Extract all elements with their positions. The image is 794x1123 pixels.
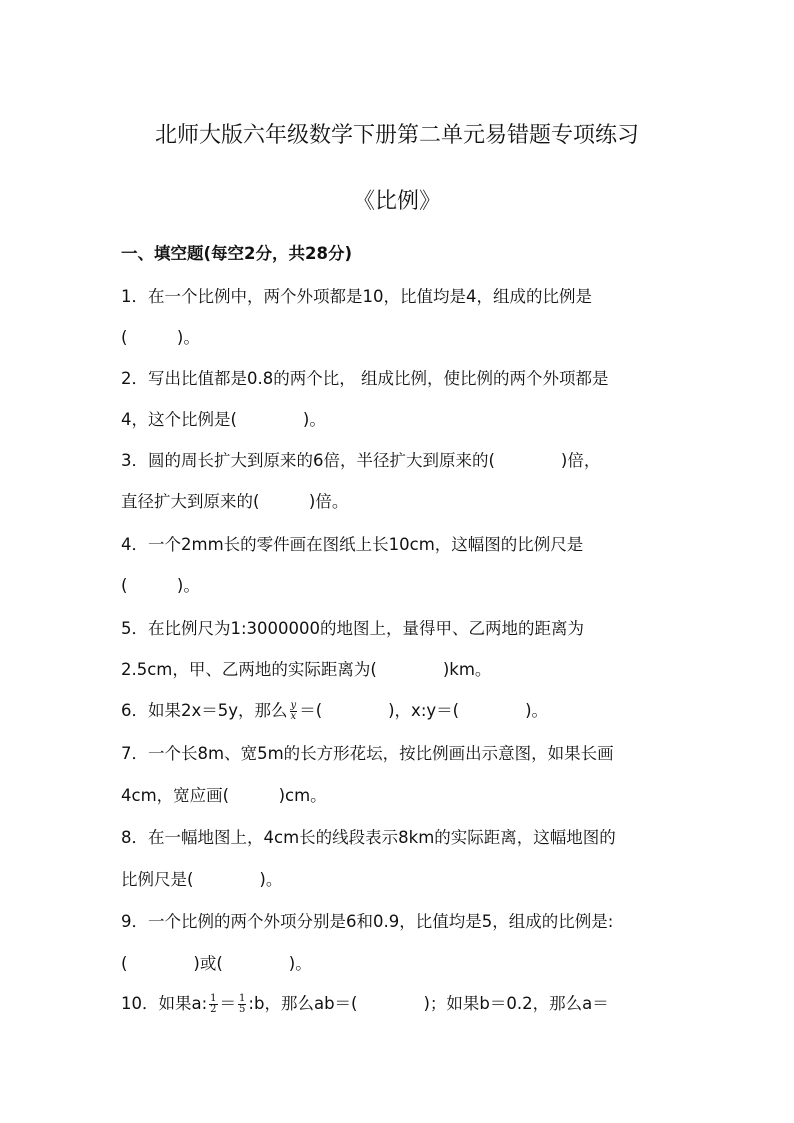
question-10-prefix: 10．如果a: [121, 994, 208, 1013]
fraction-denominator: 5 [239, 1004, 246, 1015]
fraction-one-half [209, 994, 217, 1015]
question-2-line-2: 4，这个比例是( )。 [121, 410, 326, 429]
question-8-line-1: 8．在一幅地图上，4cm长的线段表示8km的实际距离，这幅地图的 [121, 828, 616, 847]
document-subtitle: 《比例》 [352, 189, 441, 214]
question-6-prefix: 6．如果2x＝5y，那么 [121, 701, 288, 720]
question-5-line-1: 5．在比例尺为1:3000000的地图上，量得甲、乙两地的距离为 [121, 619, 585, 638]
section-heading: 一、填空题(每空2分，共28分) [121, 244, 353, 263]
question-3-line-2: 直径扩大到原来的( )倍。 [121, 492, 349, 511]
fraction-numerator: 1 [210, 993, 217, 1004]
question-5-line-2: 2.5cm，甲、乙两地的实际距离为( )km。 [121, 660, 492, 679]
question-4-line-2: ( )。 [121, 576, 200, 595]
question-9-line-2: ( )或( )。 [121, 954, 312, 973]
question-4-line-1: 4．一个2mm长的零件画在图纸上长10cm，这幅图的比例尺是 [121, 535, 584, 554]
fraction-y-over-x [290, 701, 298, 722]
question-10-suffix: :b，那么ab＝( )；如果b＝0.2，那么a＝ [248, 994, 609, 1013]
question-7-line-2: 4cm，宽应画( )cm。 [121, 786, 327, 805]
fraction-numerator: 1 [239, 993, 246, 1004]
question-6 [121, 700, 548, 722]
fraction-one-fifth [238, 994, 246, 1015]
question-1-line-1: 1．在一个比例中，两个外项都是10，比值均是4，组成的比例是 [121, 287, 592, 306]
question-1-line-2: ( )。 [121, 328, 200, 347]
document-title: 北师大版六年级数学下册第二单元易错题专项练习 [154, 123, 639, 148]
equals-sign: ＝ [219, 994, 237, 1013]
question-2-line-1: 2．写出比值都是0.8的两个比， 组成比例，使比例的两个外项都是 [121, 369, 609, 388]
question-7-line-1: 7．一个长8m、宽5m的长方形花坛，按比例画出示意图，如果长画 [121, 744, 614, 763]
fraction-numerator: y [290, 700, 297, 711]
question-6-suffix: ＝( )，x:y＝( )。 [299, 701, 549, 720]
fraction-denominator: x [290, 711, 297, 722]
question-9-line-1: 9．一个比例的两个外项分别是6和0.9，比值均是5，组成的比例是: [121, 912, 614, 931]
question-10 [121, 993, 609, 1015]
question-3-line-1: 3．圆的周长扩大到原来的6倍，半径扩大到原来的( )倍， [121, 451, 601, 470]
question-8-line-2: 比例尺是( )。 [121, 870, 283, 889]
fraction-denominator: 2 [210, 1004, 217, 1015]
